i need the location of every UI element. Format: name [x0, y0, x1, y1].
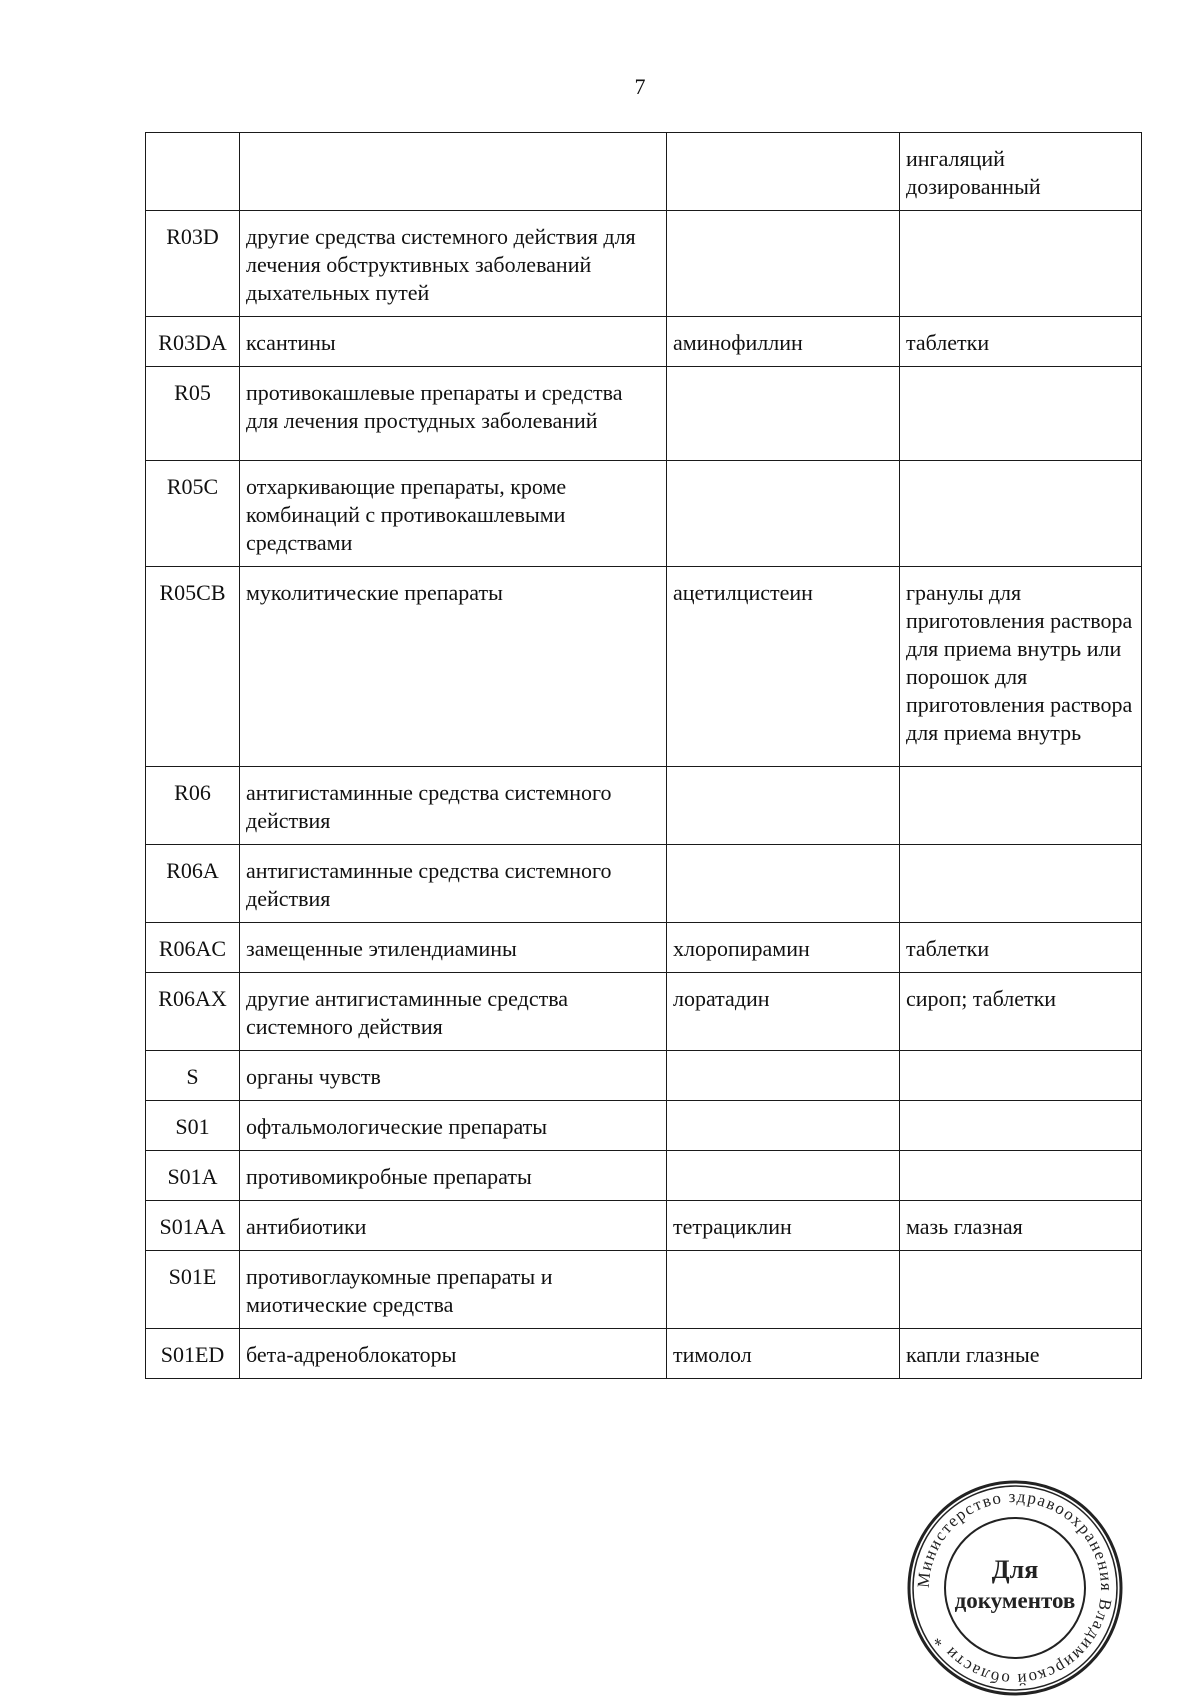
table-row — [146, 211, 1142, 317]
dosage-form-cell — [900, 367, 1142, 461]
group-name-cell: антибиотики — [240, 1201, 667, 1251]
dosage-form-cell: ингаляций дозированный — [900, 133, 1142, 211]
atc-code-cell: S01E — [146, 1251, 240, 1329]
drug-name-cell: лоратадин — [667, 973, 900, 1051]
dosage-form-cell — [900, 1051, 1142, 1101]
dosage-form-cell — [900, 845, 1142, 923]
table-row — [146, 1151, 1142, 1201]
atc-code-cell: R05C — [146, 461, 240, 567]
stamp-graphic — [905, 1478, 1125, 1698]
drug-name-cell — [667, 211, 900, 317]
dosage-form-cell: капли глазные — [900, 1329, 1142, 1379]
drug-name-cell — [667, 133, 900, 211]
drug-table — [145, 132, 1142, 1379]
drug-name-cell — [667, 1101, 900, 1151]
atc-code-cell: S01 — [146, 1101, 240, 1151]
dosage-form-cell — [900, 1251, 1142, 1329]
atc-code-cell: R06AX — [146, 973, 240, 1051]
table-row — [146, 1201, 1142, 1251]
drug-name-cell — [667, 845, 900, 923]
table-body — [146, 133, 1142, 1379]
group-name-cell: антигистаминные средства системного действия — [240, 845, 667, 923]
dosage-form-cell: таблетки — [900, 923, 1142, 973]
atc-code-cell: S01ED — [146, 1329, 240, 1379]
official-stamp — [905, 1478, 1125, 1698]
drug-name-cell — [667, 1251, 900, 1329]
table-row — [146, 567, 1142, 767]
dosage-form-cell: гранулы для приготовления раствора для приема внутрь или порошок для приготовления раствора для приема внутрь — [900, 567, 1142, 767]
atc-code-cell: S01A — [146, 1151, 240, 1201]
table-row — [146, 367, 1142, 461]
dosage-form-cell — [900, 1151, 1142, 1201]
table-row — [146, 973, 1142, 1051]
dosage-form-cell — [900, 211, 1142, 317]
group-name-cell: офтальмологические препараты — [240, 1101, 667, 1151]
group-name-cell: противокашлевые препараты и средства для лечения простудных заболеваний — [240, 367, 667, 461]
group-name-cell: антигистаминные средства системного действия — [240, 767, 667, 845]
group-name-cell: противоглаукомные препараты и миотические средства — [240, 1251, 667, 1329]
dosage-form-cell — [900, 767, 1142, 845]
atc-code-cell: R03DA — [146, 317, 240, 367]
group-name-cell — [240, 133, 667, 211]
atc-code-cell: S — [146, 1051, 240, 1101]
dosage-form-cell: сироп; таблетки — [900, 973, 1142, 1051]
group-name-cell: замещенные этилендиамины — [240, 923, 667, 973]
dosage-form-cell — [900, 1101, 1142, 1151]
group-name-cell: ксантины — [240, 317, 667, 367]
dosage-form-cell — [900, 461, 1142, 567]
stamp-center-line1: Для — [991, 1555, 1039, 1584]
page-number: 7 — [634, 74, 646, 99]
atc-code-cell: R06AC — [146, 923, 240, 973]
table-row — [146, 923, 1142, 973]
drug-name-cell — [667, 767, 900, 845]
drug-name-cell: ацетилцистеин — [667, 567, 900, 767]
drug-name-cell: тимолол — [667, 1329, 900, 1379]
drug-name-cell — [667, 461, 900, 567]
table-row — [146, 461, 1142, 567]
dosage-form-cell: таблетки — [900, 317, 1142, 367]
group-name-cell: бета-адреноблокаторы — [240, 1329, 667, 1379]
stamp-center-line2: документов — [954, 1588, 1076, 1613]
table-row — [146, 1051, 1142, 1101]
table-row — [146, 1329, 1142, 1379]
table-row — [146, 133, 1142, 211]
group-name-cell: органы чувств — [240, 1051, 667, 1101]
drug-name-cell — [667, 367, 900, 461]
atc-code-cell: R06 — [146, 767, 240, 845]
atc-code-cell — [146, 133, 240, 211]
table-row — [146, 767, 1142, 845]
dosage-form-cell: мазь глазная — [900, 1201, 1142, 1251]
atc-code-cell: R06A — [146, 845, 240, 923]
drug-name-cell — [667, 1151, 900, 1201]
drug-name-cell — [667, 1051, 900, 1101]
group-name-cell: противомикробные препараты — [240, 1151, 667, 1201]
drug-name-cell: тетрациклин — [667, 1201, 900, 1251]
table-row — [146, 845, 1142, 923]
group-name-cell: другие средства системного действия для лечения обструктивных заболеваний дыхательных путей — [240, 211, 667, 317]
table-row — [146, 1251, 1142, 1329]
drug-name-cell: аминофиллин — [667, 317, 900, 367]
atc-code-cell: S01AA — [146, 1201, 240, 1251]
atc-code-cell: R03D — [146, 211, 240, 317]
group-name-cell: другие антигистаминные средства системного действия — [240, 973, 667, 1051]
table-row — [146, 1101, 1142, 1151]
atc-code-cell: R05 — [146, 367, 240, 461]
drug-name-cell: хлоропирамин — [667, 923, 900, 973]
table-row — [146, 317, 1142, 367]
atc-code-cell: R05CB — [146, 567, 240, 767]
group-name-cell: муколитические препараты — [240, 567, 667, 767]
group-name-cell: отхаркивающие препараты, кроме комбинаций с противокашлевыми средствами — [240, 461, 667, 567]
stamp-ring-text: Министерство здравоохранения Владимирской области * — [913, 1486, 1117, 1690]
